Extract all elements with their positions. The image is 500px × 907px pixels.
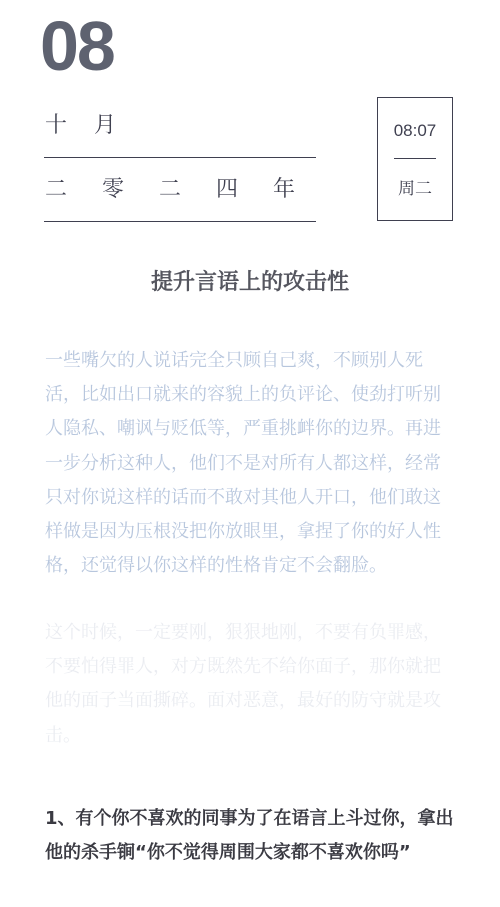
time-label: 08:07 (393, 121, 437, 140)
divider-line (44, 221, 316, 222)
article-title: 提升言语上的攻击性 (150, 270, 349, 295)
weekday-label: 周二 (398, 179, 432, 199)
article-paragraph: 1、有个你不喜欢的同事为了在语言上斗过你，拿出他的杀手锏“你不觉得周围大家都不喜欢你吗” (45, 808, 454, 864)
divider-line (44, 157, 316, 158)
time-divider (394, 158, 436, 159)
article-paragraph: 这个时候，一定要刚，狠狠地刚，不要有负罪感，不要怕得罪人，对方既然先不给你面子，那你就把他的面子当面撕碎。面对恶意，最好的防守就是攻击。 (45, 622, 441, 746)
month-label: 十 月 (45, 113, 126, 138)
day-number: 08 (40, 7, 114, 85)
time-box (377, 97, 453, 221)
article-paragraph: 一些嘴欠的人说话完全只顾自己爽，不顾别人死活，比如出口就来的容貌上的负评论、使劲打听别人隐私、嘲讽与贬低等，严重挑衅你的边界。再进一步分析这种人，他们不是对所有人都这样，经常只对你说这样的话而不敢对其他人开口，他们敢这样做是因为压根没把你放眼里，拿捏了你的好人性格，还觉得以你这样的性格肯定不会翻脸。 (45, 350, 441, 577)
year-label: 二 零 二 四 年 (45, 177, 309, 202)
